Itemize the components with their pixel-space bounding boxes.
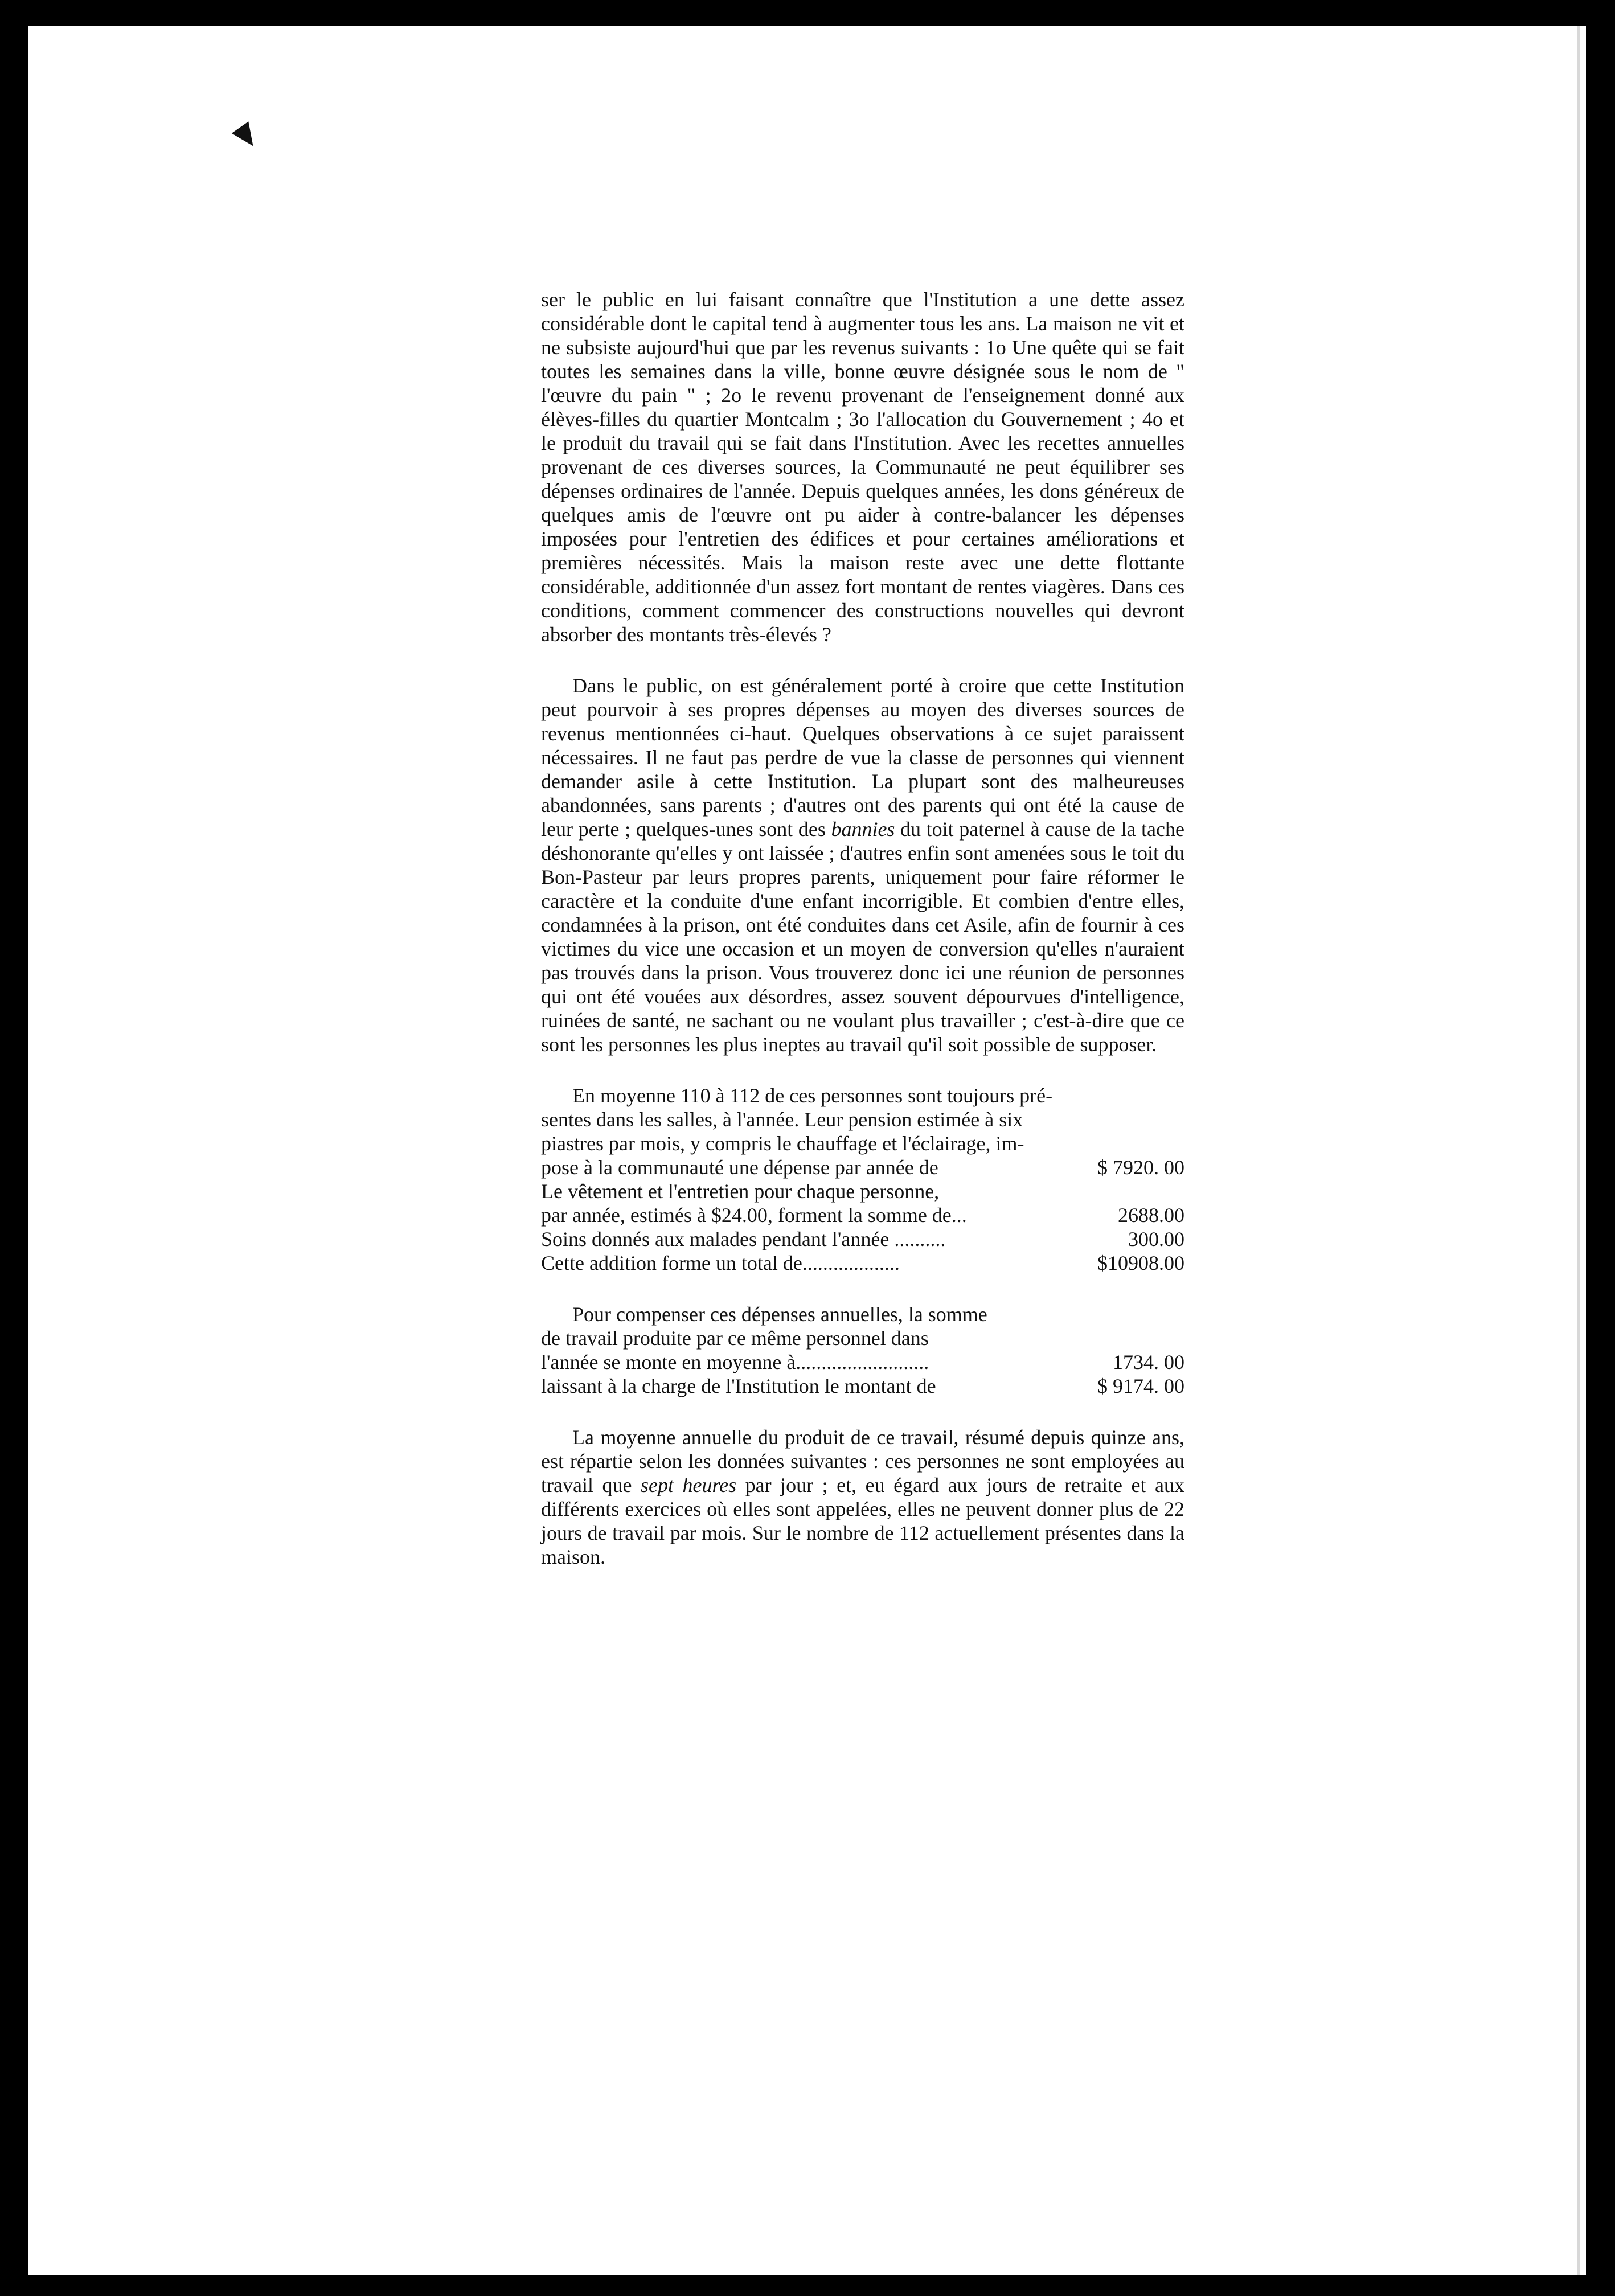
income-label: de travail produite par ce même personnel dans [541, 1327, 929, 1350]
scanned-page [28, 26, 1586, 2275]
paragraph-work-schedule-text-a: La moyenne annuelle du produit de ce travail, résumé depuis quinze ans, est répartie selon les données suivantes : ces personnes ne sont employées au travail que [541, 1426, 1184, 1496]
paragraph-residents-text-b: du toit paternel à cause de la tache déshonorante qu'elles y ont laissée ; d'autres enfin sont amenées sous le toit du Bon-Pasteur par leurs propres parents, uniquement pour faire réformer le caractère et la conduite d'une enfant incorrigible. Et combien d'entre elles, condamnées à la prison, ont été conduites dans cet Asile, afin de fournir à ces victimes du vice une occasion et un moyen de conversion qu'elles n'auraient pas trouvés dans la prison. Vous trouverez donc ici une réunion de personnes qui ont été vouées aux désordres, assez souvent dépourvues d'intelligence, ruinées de santé, ne sachant ou ne voulant plus travailler ; c'est-à-dire que ce sont les personnes les plus ineptes au travail qu'il soit possible de supposer. [541, 818, 1184, 1056]
expense-account [541, 1084, 1184, 1275]
expense-intro-line-1: En moyenne 110 à 112 de ces personnes sont toujours pré- [572, 1084, 1053, 1107]
paragraph-residents [541, 674, 1184, 1056]
income-account [541, 1302, 1184, 1398]
expense-intro-line [541, 1131, 1184, 1155]
text-column [541, 288, 1184, 1569]
paragraph-work-schedule-italic: sept heures [640, 1474, 737, 1496]
paragraph-debt [541, 288, 1184, 646]
income-label: l'année se monte en moyenne à.......................... [541, 1351, 929, 1374]
expense-label: Le vêtement et l'entretien pour chaque personne, [541, 1180, 940, 1203]
expense-label: par année, estimés à $24.00, forment la somme de... [541, 1204, 967, 1227]
expense-label: Soins donnés aux malades pendant l'année .......... [541, 1228, 946, 1250]
expense-total-label: Cette addition forme un total de................... [541, 1252, 900, 1274]
paragraph-work-schedule-text-b: par jour ; et, eu égard aux jours de retraite et aux différents exercices où elles sont appelées, elles ne peuvent donner plus de 22 jours de travail par mois. Sur le nombre de 112 actuellement présentes dans la maison. [541, 1474, 1184, 1568]
expense-total-amount: $10908.00 [1097, 1252, 1184, 1274]
expense-intro-line-2: sentes dans les salles, à l'année. Leur pension estimée à six [541, 1108, 1023, 1131]
expense-amount: 2688.00 [1118, 1204, 1184, 1227]
ink-speck [232, 121, 261, 151]
paragraph-debt-text: ser le public en lui faisant connaître que l'Institution a une dette assez considérable dont le capital tend à augmenter tous les ans. La maison ne vit et ne subsiste aujourd'hui que par les revenus suivants : 1o Une quête qui se fait toutes les semaines dans la ville, bonne œuvre désignée sous le nom de " l'œuvre du pain " ; 2o le revenu provenant de l'enseignement donné aux élèves-filles du quartier Montcalm ; 3o l'allocation du Gouvernement ; 4o et le produit du travail qui se fait dans l'Institution. Avec les recettes annuelles provenant de ces diverses sources, la Communauté ne peut équilibrer ses dépenses ordinaires de l'année. Depuis quelques années, les dons généreux de quelques amis de l'œuvre ont pu aider à contre-balancer les dépenses imposées pour l'entretien des édifices et pour certaines améliorations et premières nécessités. Mais la maison reste avec une dette flottante considérable, additionnée d'un assez fort montant de rentes viagères. Dans ces conditions, comment commencer des constructions nouvelles qui devront absorber des montants très-élevés ? [541, 288, 1184, 646]
expense-label: pose à la communauté une dépense par année de [541, 1156, 938, 1179]
expense-amount: 300.00 [1128, 1228, 1184, 1250]
expense-row [541, 1179, 1184, 1203]
page-fold-line [1577, 26, 1580, 2275]
expense-intro-line [541, 1084, 1184, 1108]
paragraph-residents-text-a: Dans le public, on est généralement porté à croire que cette Institution peut pourvoir à ses propres dépenses au moyen des diverses sources de revenus mentionnées ci-haut. Quelques observations à ce sujet paraissent nécessaires. Il ne faut pas perdre de vue la classe de personnes qui viennent demander asile à cette Institution. La plupart sont des malheureuses abandonnées, sans parents ; d'autres ont des parents qui ont été la cause de leur perte ; quelques-unes sont des [541, 674, 1184, 840]
income-balance-label: laissant à la charge de l'Institution le montant de [541, 1375, 936, 1397]
expense-row [541, 1155, 1184, 1179]
expense-row [541, 1227, 1184, 1251]
income-balance-row [541, 1374, 1184, 1398]
income-row [541, 1326, 1184, 1350]
paragraph-residents-italic: bannies [831, 818, 895, 840]
expense-total-row [541, 1251, 1184, 1275]
expense-amount: $ 7920. 00 [1097, 1156, 1184, 1179]
expense-row [541, 1203, 1184, 1227]
income-amount: 1734. 00 [1113, 1351, 1184, 1374]
income-label: Pour compenser ces dépenses annuelles, la somme [572, 1303, 987, 1326]
paragraph-work-schedule [541, 1425, 1184, 1569]
income-balance-amount: $ 9174. 00 [1097, 1375, 1184, 1397]
expense-intro-line-3: piastres par mois, y compris le chauffage et l'éclairage, im- [541, 1132, 1024, 1155]
income-row [541, 1350, 1184, 1374]
expense-intro-line [541, 1108, 1184, 1131]
income-row [541, 1302, 1184, 1326]
